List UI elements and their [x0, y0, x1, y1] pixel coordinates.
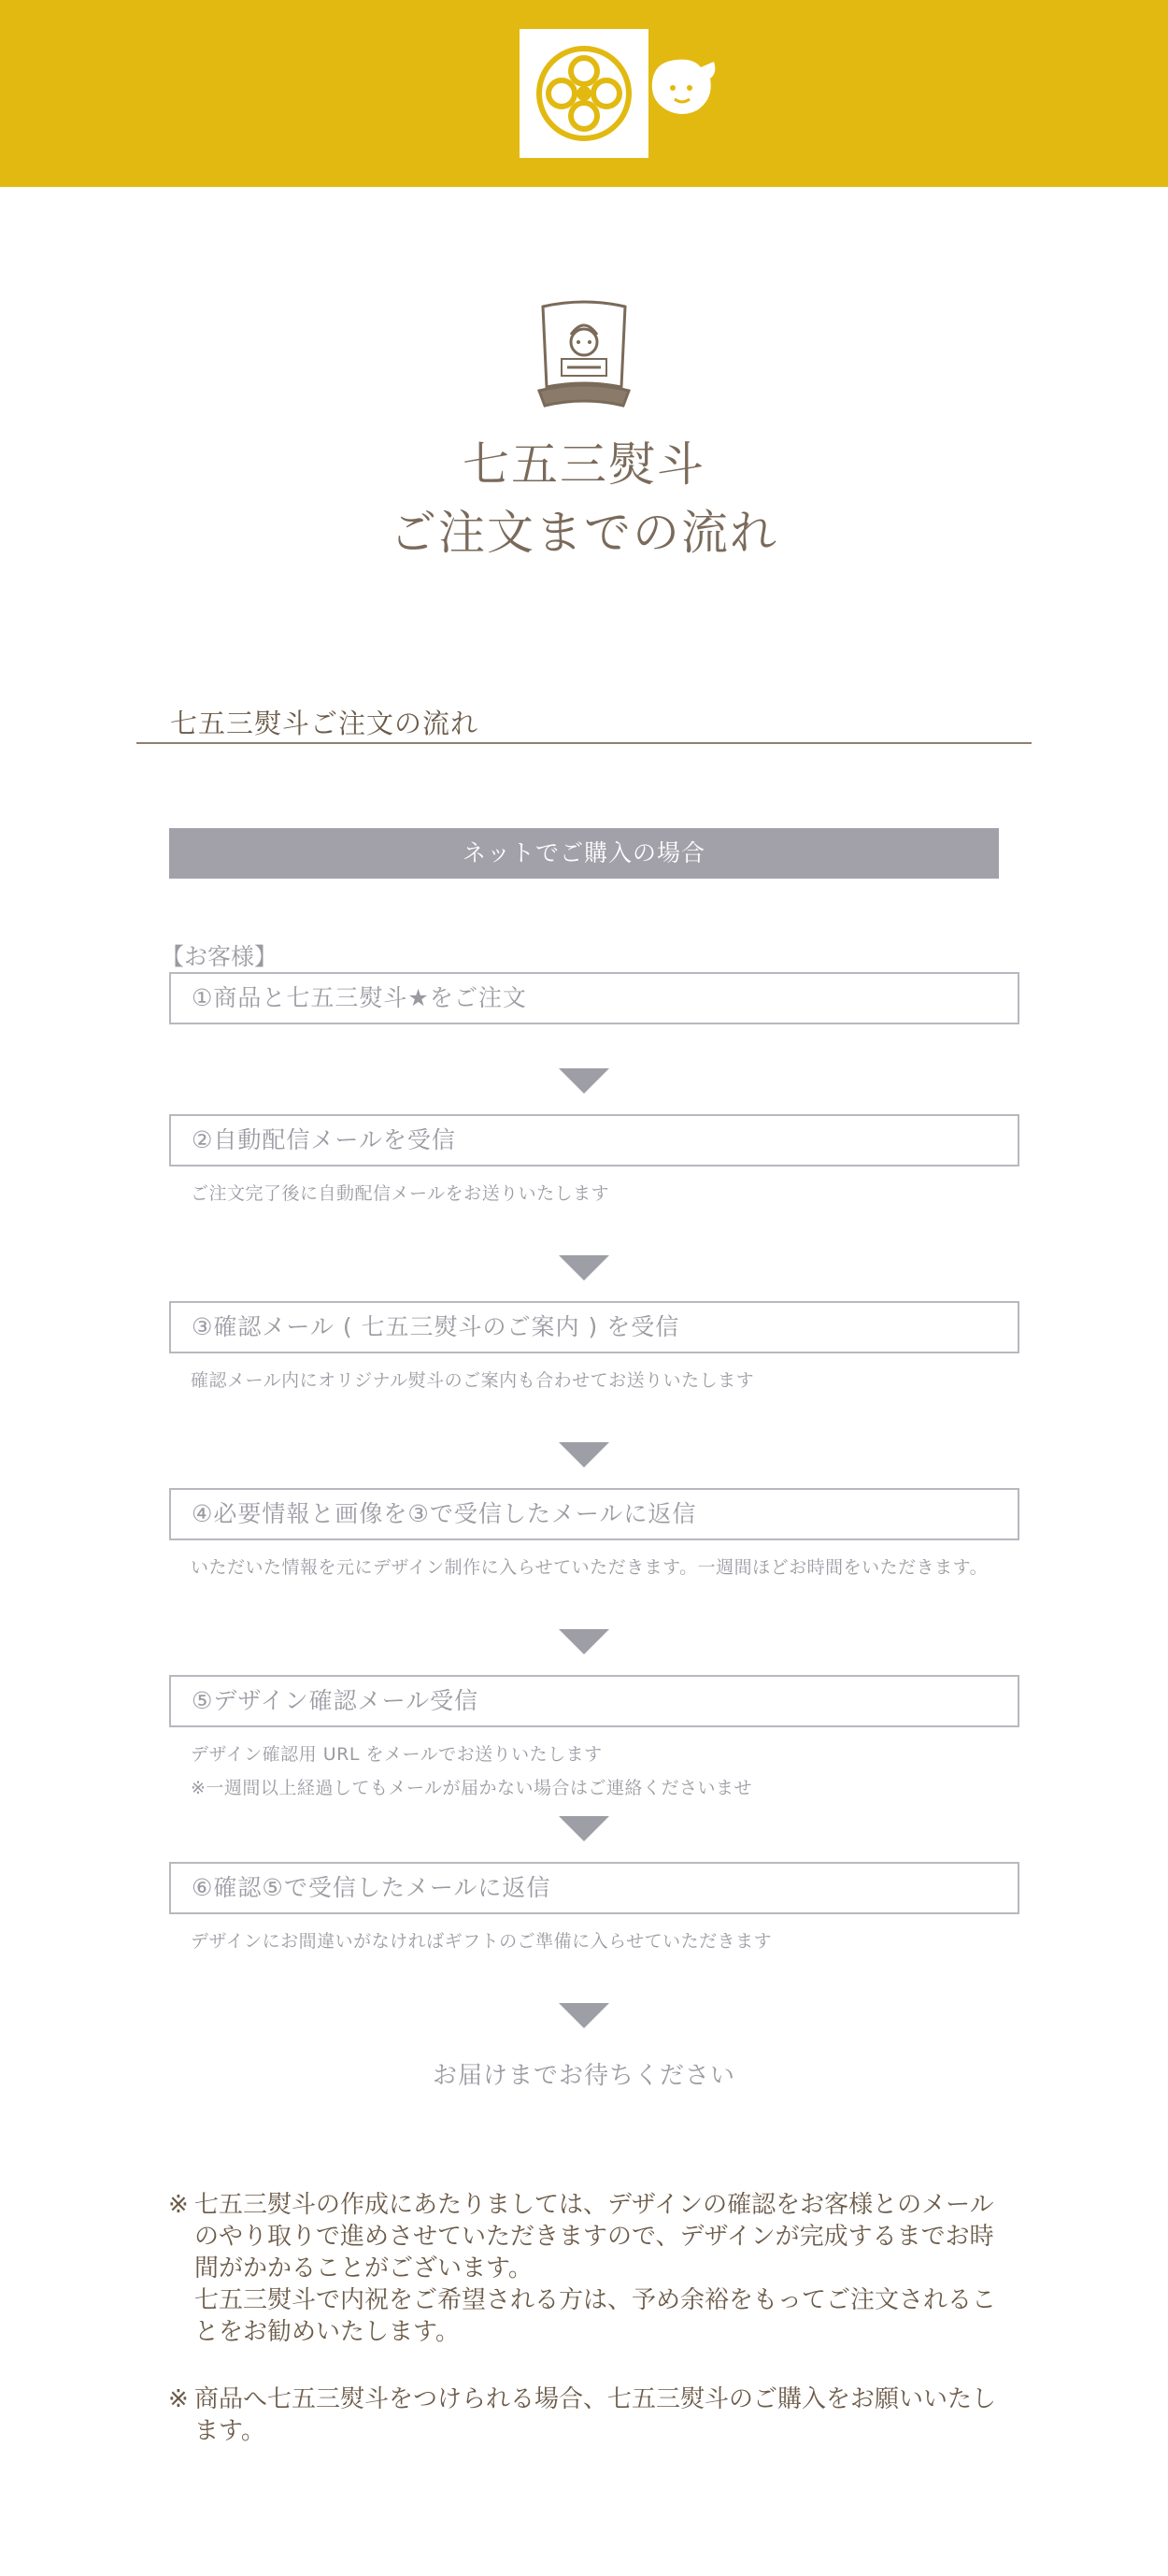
step-5-note: デザイン確認用 URL をメールでお送りいたします: [191, 1744, 603, 1765]
remark-purchase: [168, 2383, 1009, 2447]
divider: [136, 742, 1032, 744]
remark-mark: ※: [168, 2385, 189, 2413]
step-2-note: ご注文完了後に自動配信メールをお送りいたします: [191, 1183, 610, 1204]
remark-2-line-1: 商品へ七五三熨斗をつけられる場合、七五三熨斗のご購入をお願いいたし: [194, 2385, 997, 2413]
remark-design-time: [168, 2189, 1009, 2348]
shichigosan-scroll-emblem-icon: [530, 297, 638, 409]
remark-1-line-1: 七五三熨斗の作成にあたりましては、デザインの確認をお客様とのメール: [194, 2191, 994, 2219]
step-6-label: ⑥確認⑤で受信したメールに返信: [192, 1874, 551, 1901]
step-2-label: ②自動配信メールを受信: [192, 1126, 456, 1153]
step-4-note: いただいた情報を元にデザイン制作に入らせていただきます。一週間ほどお時間をいただきます。: [191, 1557, 989, 1578]
remark-1-line-2: のやり取りで進めさせていただきますので、デザインが完成するまでお時: [194, 2223, 994, 2251]
customer-label: 【お客様】: [161, 943, 278, 970]
step-3-note: 確認メール内にオリジナル熨斗のご案内も合わせてお送りいたします: [191, 1370, 755, 1391]
step-3-box: [169, 1301, 1019, 1353]
section-title: 七五三熨斗ご注文の流れ: [170, 708, 479, 739]
down-arrow-icon: [559, 1442, 609, 1467]
down-arrow-icon: [559, 1068, 609, 1094]
hero-title-line1: 七五三熨斗: [463, 437, 705, 492]
step-4-box: [169, 1488, 1019, 1540]
purchase-method-banner: ネットでご購入の場合: [169, 828, 999, 879]
down-arrow-icon: [559, 1816, 609, 1841]
down-arrow-icon: [559, 2003, 609, 2028]
down-arrow-icon: [559, 1629, 609, 1654]
header-bar: [0, 0, 1168, 187]
hero-title-line2: ご注文までの流れ: [390, 506, 778, 560]
remark-1-line-3: 間がかかることがございます。: [194, 2254, 533, 2283]
remark-1-line-5: とをお勧めいたします。: [194, 2318, 460, 2346]
step-3-label: ③確認メール ( 七五三熨斗のご案内 ) を受信: [192, 1313, 680, 1340]
step-1-label: ①商品と七五三熨斗★をご注文: [192, 984, 527, 1011]
step-5-box: [169, 1675, 1019, 1727]
step-2-box: [169, 1114, 1019, 1166]
brand-logo[interactable]: [520, 29, 648, 158]
step-5-label: ⑤デザイン確認メール受信: [192, 1687, 479, 1714]
down-arrow-icon: [559, 1255, 609, 1281]
remark-1-line-4: 七五三熨斗で内祝をご希望される方は、予め余裕をもってご注文されるこ: [194, 2286, 997, 2314]
plum-blossom-crest-icon: [532, 41, 636, 146]
mascot-face-icon: [645, 54, 719, 120]
step-6-box: [169, 1862, 1019, 1914]
remark-2-line-2: ます。: [194, 2417, 265, 2445]
step-4-label: ④必要情報と画像を③で受信したメールに返信: [192, 1500, 697, 1527]
step-5-note-warning: ※一週間以上経過してもメールが届かない場合はご連絡くださいませ: [191, 1778, 753, 1798]
step-6-note: デザインにお間違いがなければギフトのご準備に入らせていただきます: [191, 1931, 773, 1952]
finish-message: お届けまでお待ちください: [432, 2062, 735, 2090]
step-1-box: [169, 972, 1019, 1024]
remark-mark: ※: [168, 2191, 189, 2219]
